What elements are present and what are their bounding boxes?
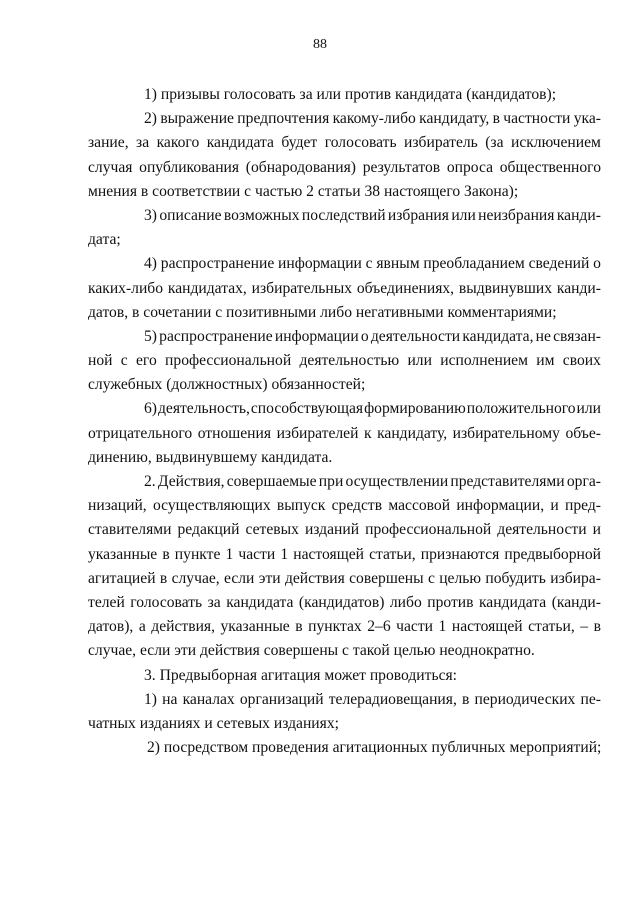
text-line: служебных (должностных) обязанностей; <box>88 376 366 394</box>
text-line: случая опубликования (обнародования) результатов опроса общественного <box>88 158 601 176</box>
text-line: 5) распространение информации о деятельности кандидата, не связан- <box>144 327 601 345</box>
text-line: 2) выражение предпочтения какому-либо кандидату, в частности ука- <box>144 110 601 128</box>
text-line: динению, выдвинувшему кандидата. <box>88 448 333 466</box>
text-line: каких-либо кандидатах, избирательных объединениях, выдвинувших канди- <box>88 279 601 297</box>
text-line: 2) посредством проведения агитационных публичных мероприятий; <box>147 739 602 757</box>
text-line: 3) описание возможных последствий избрания или неизбрания канди- <box>144 206 601 224</box>
text-line: 1) призывы голосовать за или против кандидата (кандидатов); <box>144 86 557 103</box>
text-line: 3. Предвыборная агитация может проводиться: <box>144 666 458 684</box>
text-line: 2. Действия, совершаемые при осуществлении представителями орга- <box>144 473 601 490</box>
text-line: зание, за какого кандидата будет голосовать избиратель (за исключением <box>88 134 601 152</box>
text-line: низаций, осуществляющих выпуск средств массовой информации, и пред- <box>88 497 601 515</box>
text-line: случае, если эти действия совершены с такой целью неоднократно. <box>88 642 535 660</box>
text-line: 1) на каналах организаций телерадиовещания, в периодических пе- <box>144 690 601 708</box>
text-line: мнения в соответствии с частью 2 статьи 38 настоящего Закона); <box>88 182 519 200</box>
document-body <box>88 83 601 760</box>
text-line: дата; <box>88 231 121 249</box>
text-line: указанные в пункте 1 части 1 настоящей статьи, признаются предвыборной <box>88 545 601 563</box>
text-line: датов, в сочетании с позитивными либо негативными комментариями; <box>88 303 557 321</box>
text-line: отрицательного отношения избирателей к кандидату, избирательному объе- <box>88 424 601 442</box>
text-line: 6) деятельность, способствующая формированию положительного или <box>144 400 601 418</box>
text-line: ной с его профессиональной деятельностью или исполнением им своих <box>88 352 601 370</box>
text-line: датов), а действия, указанные в пунктах 2–6 части 1 настоящей статьи, – в <box>88 618 601 636</box>
text-line: агитацией в случае, если эти действия совершены с целью побудить избира- <box>88 569 601 587</box>
text-line: ставителями редакций сетевых изданий профессиональной деятельности и <box>88 521 601 539</box>
text-line: чатных изданиях и сетевых изданиях; <box>88 714 339 732</box>
text-line: телей голосовать за кандидата (кандидатов) либо против кандидата (канди- <box>88 593 601 611</box>
text-line: 4) распространение информации с явным преобладанием сведений о <box>144 255 601 273</box>
page-number: 88 <box>313 37 327 52</box>
